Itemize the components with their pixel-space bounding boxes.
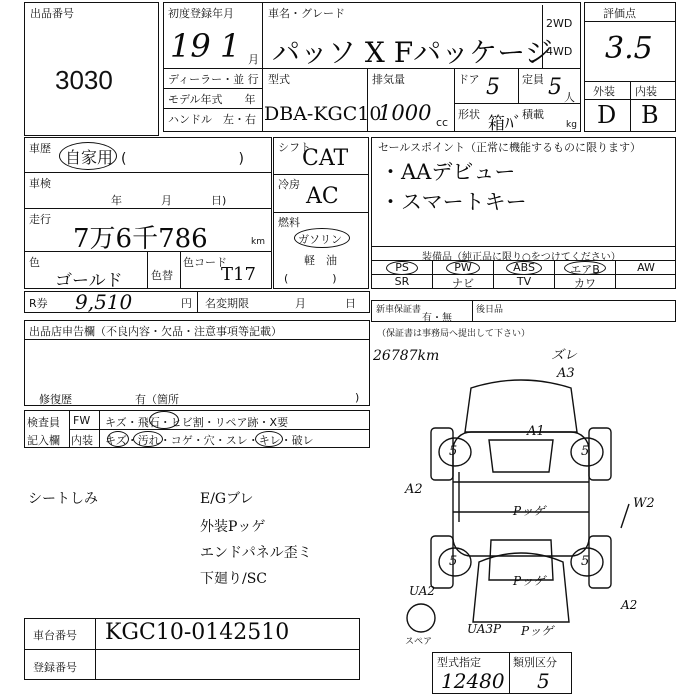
paint-change-label: 色替	[151, 269, 173, 282]
mark-left-door: A2	[405, 482, 423, 497]
equip-airbag: エアB	[570, 263, 600, 276]
model-spec-value: 12480	[441, 669, 505, 693]
registration-month: 1	[220, 27, 241, 65]
aircon-value: AC	[306, 184, 339, 209]
note-exterior: 外装Pッゲ	[200, 519, 266, 535]
dealer-label: ディーラー・並 行	[168, 73, 259, 86]
interior-grade: B	[641, 101, 659, 129]
grade-label: 評価点	[603, 7, 636, 20]
model-label: 型式	[268, 73, 290, 86]
capacity-unit: 人	[564, 91, 575, 104]
inspector-label-2: 記入欄	[27, 434, 60, 447]
recycle-value: 9,510	[75, 290, 133, 314]
notes-box: 出品店申告欄（不良内容・欠品・注意事項等記載） 修復歴 有（箇所 )	[24, 320, 370, 406]
aircon-label: 冷房	[278, 178, 300, 191]
displacement-value: 1000	[378, 101, 432, 125]
load-label: 積載	[522, 108, 544, 121]
recycle-label: R券	[29, 297, 48, 310]
warranty-value: 有・無	[422, 313, 452, 324]
equip-abs: ABS	[513, 261, 535, 274]
mark-rear-left: UA2	[409, 584, 436, 598]
shift-label: シフト	[278, 141, 311, 154]
exterior-label: 外装	[593, 85, 615, 98]
mark-top-a: ズレ	[551, 348, 578, 363]
repair-value: 有（箇所	[135, 393, 179, 406]
chassis-box	[24, 618, 360, 680]
interior-check-items: キズ・汚れ・コゲ・穴・スレ・キレ・破レ	[105, 434, 314, 447]
grade-score: 3.5	[605, 31, 653, 66]
shaken-label: 車検	[29, 177, 51, 190]
diagram-mileage: 26787km	[373, 348, 440, 364]
recycle-unit: 円	[181, 297, 192, 310]
inspection-diagram	[371, 322, 676, 647]
lot-box	[24, 2, 159, 136]
color-code-value: T17	[221, 264, 256, 285]
light-oil-label: 軽 油	[304, 254, 337, 267]
sales-point-label: セールスポイント（正常に機能するものに限ります）	[378, 141, 642, 154]
equip-navi: ナビ	[452, 277, 474, 290]
lot-number: 3030	[55, 65, 113, 95]
body-shape-value: 箱ﾊﾞ	[488, 114, 522, 134]
history-paren: ( )	[121, 151, 244, 167]
equip-pw: PW	[454, 261, 472, 274]
warranty-tail-label: 後日品	[476, 305, 504, 315]
notes-label: 出品店申告欄（不良内容・欠品・注意事項等記載）	[29, 325, 282, 338]
inspector-label-1: 検査員	[27, 416, 60, 429]
mark-hood: Pッゲ	[513, 504, 546, 518]
lot-label: 出品番号	[30, 7, 74, 20]
handle-label: ハンドル 左・右	[168, 113, 256, 126]
drive-2wd: 2WD	[546, 17, 573, 30]
load-unit: kg	[566, 120, 577, 130]
car-name-value: パッソ X Fパッケージ	[272, 36, 553, 69]
mileage-unit: km	[251, 237, 265, 247]
equip-leather: カワ	[574, 277, 596, 290]
registration-year: 19	[170, 27, 211, 65]
capacity-label: 定員	[522, 73, 544, 86]
class-code-label: 類別区分	[513, 656, 557, 669]
equip-aw: AW	[637, 261, 655, 274]
mark-bottom-a: UA3P	[467, 622, 502, 636]
history-label: 車歴	[29, 142, 51, 155]
mark-wheel-rl: 5	[449, 554, 458, 569]
mark-wheel-fl: 5	[449, 444, 458, 459]
displacement-label: 排気量	[372, 73, 405, 86]
chassis-label: 車台番号	[33, 629, 77, 642]
interior-check-label: 内装	[71, 434, 93, 447]
mark-bottom-b: Pッゲ	[521, 624, 554, 638]
vehicle-info-box	[163, 2, 581, 132]
mark-wheel-rr: 5	[581, 554, 590, 569]
note-engine: E/Gブレ	[200, 491, 254, 507]
registration-month-unit: 月	[248, 53, 259, 66]
history-value: 自家用	[65, 148, 114, 167]
mark-top-b: A3	[557, 366, 575, 381]
mark-roof: A1	[527, 424, 545, 439]
drive-4wd: 4WD	[546, 45, 573, 58]
fw-items: キズ・飛石・ヒビ割・リペア跡・X要	[105, 416, 289, 429]
equip-ps: PS	[395, 261, 409, 274]
sales-point-line-2: ・スマートキー	[380, 190, 527, 214]
note-underbody: 下廻り/SC	[200, 571, 268, 587]
shift-value: CAT	[302, 146, 349, 171]
shift-box: シフト CAT 冷房 AC 燃料 ガソリン 軽 油 ( )	[273, 137, 369, 289]
capacity-value: 5	[548, 75, 562, 100]
model-value: DBA-KGC10	[264, 103, 382, 125]
mark-trunk: Pッゲ	[513, 574, 546, 588]
class-code-value: 5	[537, 669, 550, 693]
shaken-day: 日)	[211, 194, 227, 207]
color-value: ゴールド	[55, 271, 123, 291]
doors-value: 5	[486, 75, 500, 100]
note-end-panel: エンドパネル歪ミ	[200, 545, 312, 561]
spare-label: スペア	[405, 637, 433, 647]
mileage-value: 7万6千786	[73, 224, 208, 254]
note-seat-stain: シートしみ	[28, 491, 98, 507]
mark-rear-right: A2	[621, 598, 638, 612]
repair-label: 修復歴	[39, 393, 72, 406]
grade-box	[584, 2, 676, 132]
recycle-box	[24, 291, 370, 313]
inspector-box	[24, 410, 370, 448]
model-year-label: モデル年式 年	[168, 93, 256, 106]
reg-number-label: 登録番号	[33, 661, 77, 674]
shaken-month: 月	[161, 194, 172, 207]
chassis-value: KGC10-0142510	[105, 620, 290, 645]
doors-label: ドア	[458, 73, 480, 86]
model-spec-box	[432, 652, 572, 694]
car-name-label: 車名・グレード	[268, 7, 345, 20]
fw-label: FW	[73, 414, 91, 427]
name-change-month: 月	[295, 297, 306, 310]
color-label: 色	[29, 256, 40, 269]
exterior-grade: D	[597, 101, 617, 129]
registration-label: 初度登録年月	[168, 7, 234, 20]
shaken-year: 年	[111, 194, 122, 207]
sales-point-line-1: ・AAデビュー	[380, 160, 516, 184]
displacement-unit: cc	[436, 116, 449, 129]
equip-tv: TV	[516, 275, 532, 288]
warranty-box	[371, 300, 676, 322]
interior-label: 内装	[635, 85, 657, 98]
model-spec-label: 型式指定	[437, 656, 481, 669]
warranty-label: 新車保証書	[376, 305, 422, 315]
sales-point-box	[371, 137, 676, 289]
mileage-label: 走行	[29, 213, 51, 226]
mark-right-door: W2	[633, 496, 655, 511]
name-change-day: 日	[345, 297, 356, 310]
mark-wheel-fr: 5	[581, 444, 590, 459]
name-change-label: 名変期限	[205, 297, 249, 310]
fuel-label: 燃料	[278, 216, 300, 229]
history-box	[24, 137, 272, 289]
body-shape-label: 形状	[458, 108, 480, 121]
color-code-label: 色コード	[183, 256, 227, 269]
equip-sr: SR	[394, 275, 410, 288]
equipment-label: 装備品（純正品に限り○をつけてください）	[422, 252, 621, 263]
fuel-value: ガソリン	[298, 233, 342, 246]
diagram-header: （保証書は事務局へ提出して下さい）	[377, 329, 531, 339]
